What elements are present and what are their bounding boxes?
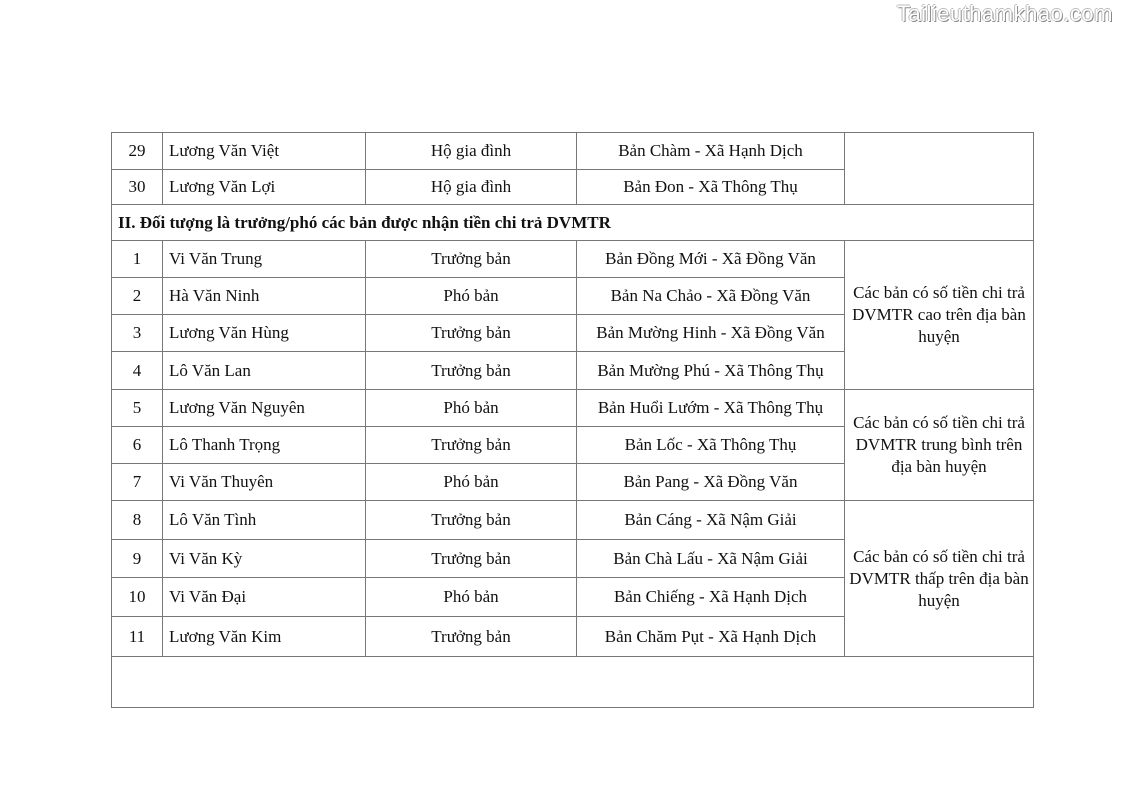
person-role: Trưởng bản [366, 501, 577, 540]
person-name: Lương Văn Việt [163, 133, 366, 170]
person-address: Bản Na Chảo - Xã Đồng Văn [577, 278, 845, 315]
row-number: 8 [112, 501, 163, 540]
person-address: Bản Đồng Mới - Xã Đồng Văn [577, 241, 845, 278]
person-role: Phó bản [366, 278, 577, 315]
person-name: Vi Văn Trung [163, 241, 366, 278]
person-role: Trưởng bản [366, 241, 577, 278]
person-role: Hộ gia đình [366, 170, 577, 205]
person-name: Vi Văn Kỳ [163, 540, 366, 578]
person-role: Phó bản [366, 578, 577, 617]
row-number: 10 [112, 578, 163, 617]
person-name: Lô Văn Lan [163, 352, 366, 390]
row-number: 3 [112, 315, 163, 352]
person-address: Bản Mường Hinh - Xã Đồng Văn [577, 315, 845, 352]
row-number: 7 [112, 464, 163, 501]
person-address: Bản Lốc - Xã Thông Thụ [577, 427, 845, 464]
person-role: Trưởng bản [366, 427, 577, 464]
person-role: Trưởng bản [366, 352, 577, 390]
person-role: Trưởng bản [366, 315, 577, 352]
row-number: 2 [112, 278, 163, 315]
row-number: 1 [112, 241, 163, 278]
row-number: 9 [112, 540, 163, 578]
row-number: 11 [112, 617, 163, 657]
person-role: Phó bản [366, 464, 577, 501]
person-address: Bản Chà Lấu - Xã Nậm Giải [577, 540, 845, 578]
empty-cell [112, 657, 1034, 708]
person-role: Trưởng bản [366, 540, 577, 578]
person-address: Bản Huổi Lướm - Xã Thông Thụ [577, 390, 845, 427]
person-name: Hà Văn Ninh [163, 278, 366, 315]
payment-level-note: Các bản có số tiền chi trả DVMTR thấp trên địa bàn huyện [845, 501, 1034, 657]
beneficiary-table [111, 132, 1034, 708]
person-name: Vi Văn Đại [163, 578, 366, 617]
row-number: 6 [112, 427, 163, 464]
row-number: 5 [112, 390, 163, 427]
person-name: Lương Văn Hùng [163, 315, 366, 352]
empty-row [112, 657, 1034, 708]
person-address: Bản Đon - Xã Thông Thụ [577, 170, 845, 205]
payment-level-note: Các bản có số tiền chi trả DVMTR cao trên địa bàn huyện [845, 241, 1034, 390]
person-role: Hộ gia đình [366, 133, 577, 170]
note-cell-empty [845, 133, 1034, 205]
table-row [112, 390, 1034, 427]
person-name: Lô Thanh Trọng [163, 427, 366, 464]
person-address: Bản Chàm - Xã Hạnh Dịch [577, 133, 845, 170]
person-name: Lương Văn Lợi [163, 170, 366, 205]
table-row [112, 501, 1034, 540]
person-name: Vi Văn Thuyên [163, 464, 366, 501]
table-row [112, 133, 1034, 170]
row-number: 29 [112, 133, 163, 170]
section-header-row [112, 205, 1034, 241]
person-role: Phó bản [366, 390, 577, 427]
person-address: Bản Pang - Xã Đồng Văn [577, 464, 845, 501]
watermark: Tailieuthamkhao.com [896, 1, 1113, 26]
table-row [112, 241, 1034, 278]
person-role: Trưởng bản [366, 617, 577, 657]
person-name: Lương Văn Nguyên [163, 390, 366, 427]
person-address: Bản Cáng - Xã Nậm Giải [577, 501, 845, 540]
person-address: Bản Chăm Pụt - Xã Hạnh Dịch [577, 617, 845, 657]
person-name: Lương Văn Kim [163, 617, 366, 657]
person-address: Bản Mường Phú - Xã Thông Thụ [577, 352, 845, 390]
person-address: Bản Chiếng - Xã Hạnh Dịch [577, 578, 845, 617]
payment-level-note: Các bản có số tiền chi trả DVMTR trung bình trên địa bàn huyện [845, 390, 1034, 501]
row-number: 30 [112, 170, 163, 205]
row-number: 4 [112, 352, 163, 390]
person-name: Lô Văn Tình [163, 501, 366, 540]
section-2-title: II. Đối tượng là trưởng/phó các bản được nhận tiền chi trả DVMTR [112, 205, 1034, 241]
